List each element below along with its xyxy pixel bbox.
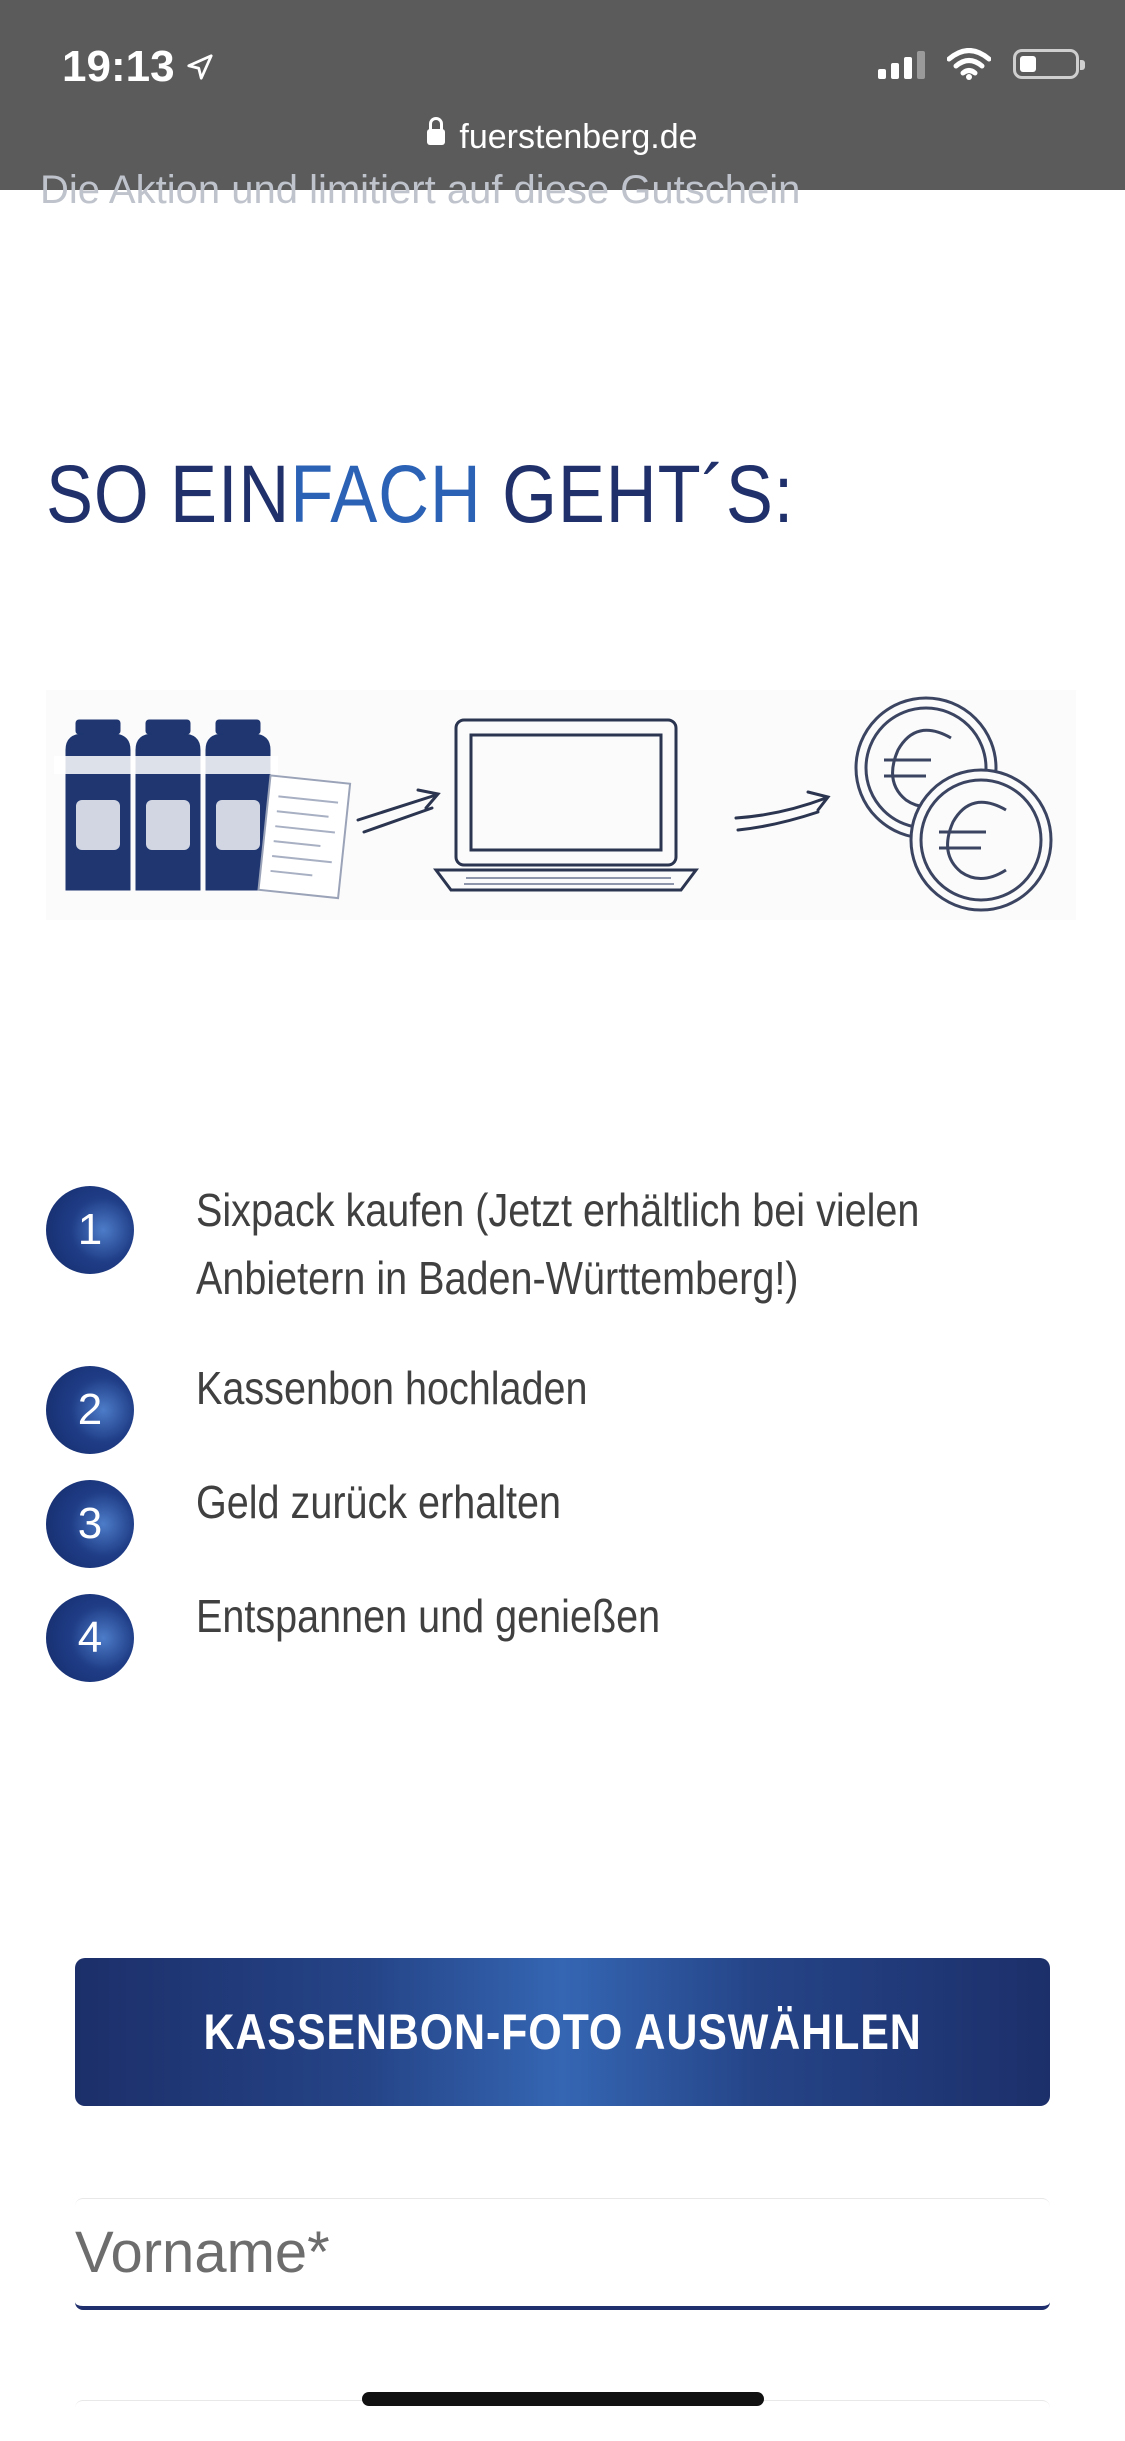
location-arrow-icon	[185, 52, 215, 82]
firstname-input[interactable]	[75, 2199, 1050, 2306]
step-text: Entspannen und genießen	[196, 1590, 661, 1642]
step-2	[46, 1362, 588, 1454]
battery-icon	[1013, 49, 1079, 79]
page-heading	[46, 448, 794, 542]
heading-part-2: FACH	[290, 449, 482, 540]
next-field-wrapper[interactable]	[75, 2400, 1050, 2441]
process-illustration	[46, 690, 1076, 920]
step-number: 1	[46, 1186, 134, 1274]
step-number: 4	[46, 1594, 134, 1682]
step-text: Kassenbon hochladen	[196, 1362, 588, 1414]
select-receipt-photo-button[interactable]	[75, 1958, 1050, 2106]
step-1	[46, 1184, 920, 1304]
step-line-2: Anbietern in Baden-Württemberg!)	[196, 1252, 799, 1304]
cta-label: KASSENBON-FOTO AUSWÄHLEN	[203, 2004, 922, 2060]
step-4	[46, 1590, 661, 1682]
step-line-1: Sixpack kaufen (Jetzt erhältlich bei vielen	[196, 1184, 920, 1236]
signal-icon	[878, 49, 925, 79]
step-number: 2	[46, 1366, 134, 1454]
browser-topbar	[0, 0, 1125, 190]
heading-part-3: GEHT´S:	[481, 449, 795, 540]
step-3	[46, 1476, 562, 1568]
home-indicator[interactable]	[362, 2392, 764, 2406]
step-text: Geld zurück erhalten	[196, 1476, 562, 1528]
heading-part-1: SO EIN	[46, 449, 291, 540]
step-text	[196, 1176, 919, 1312]
cut-off-text: Die Aktion und limitiert auf diese Gutschein	[40, 168, 801, 212]
lock-icon	[427, 129, 445, 145]
url-text: fuerstenberg.de	[459, 118, 698, 156]
status-icons	[878, 48, 1079, 80]
firstname-field-wrapper	[75, 2198, 1050, 2310]
url-bar[interactable]	[0, 118, 1125, 157]
step-number: 3	[46, 1480, 134, 1568]
status-time	[62, 42, 215, 92]
time-text: 19:13	[62, 42, 175, 91]
wifi-icon	[947, 48, 991, 80]
